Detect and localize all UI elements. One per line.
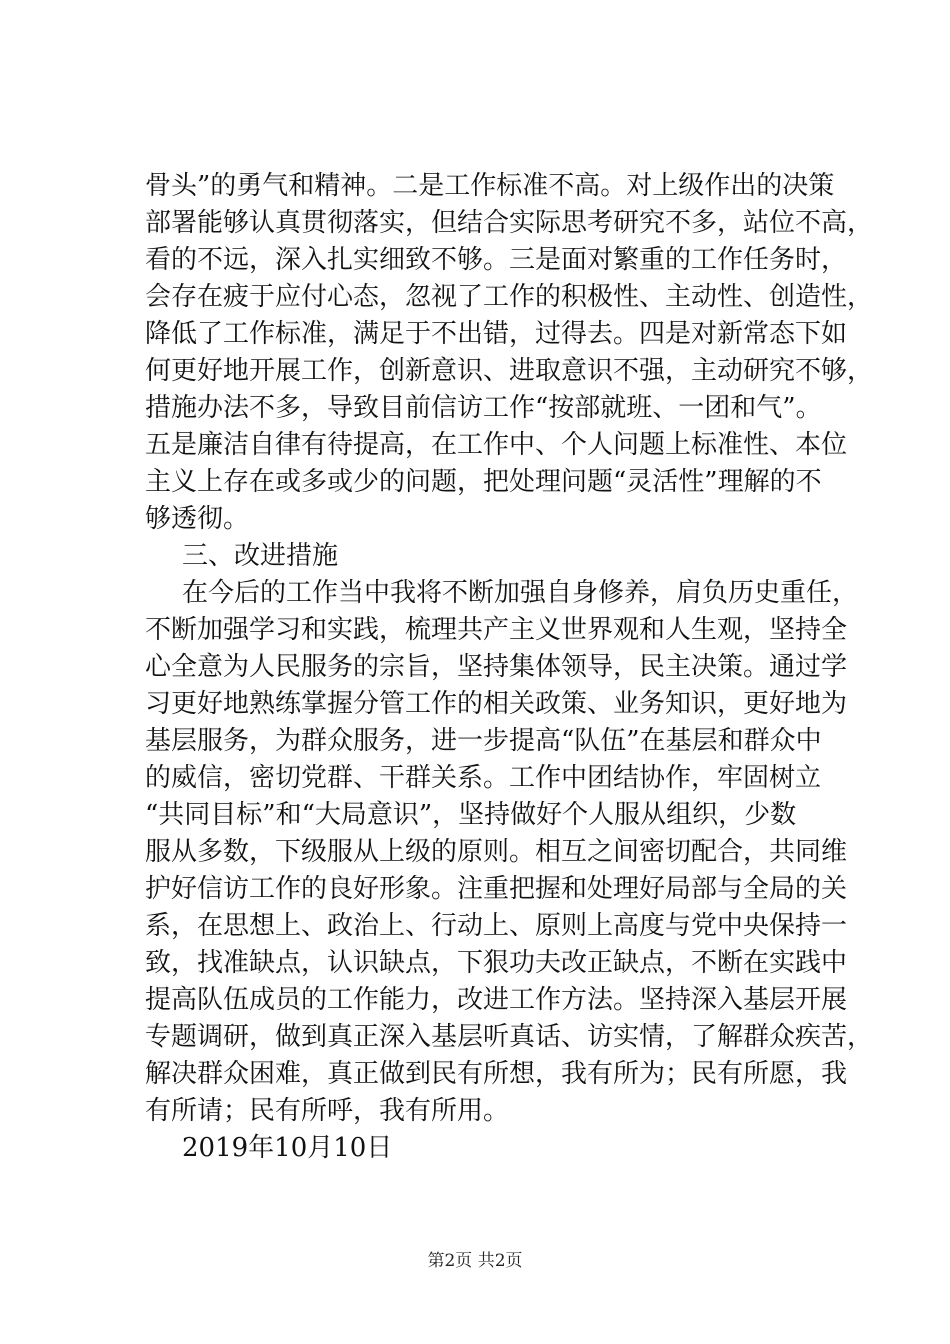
text-line: 骨头”的勇气和精神。二是工作标准不高。对上级作出的决策 (145, 171, 835, 201)
text-line: 何更好地开展工作，创新意识、进取意识不强，主动研究不够， (145, 356, 874, 386)
text-line: 心全意为人民服务的宗旨，坚持集体领导，民主决策。通过学 (145, 652, 848, 682)
text-line: 服从多数，下级服从上级的原则。相互之间密切配合，共同维 (145, 837, 848, 867)
text-line: 不断加强学习和实践，梳理共产主义世界观和人生观，坚持全 (145, 615, 848, 645)
document-date: 2019年10月10日 (182, 1133, 393, 1163)
text-line: 会存在疲于应付心态，忽视了工作的积极性、主动性、创造性， (145, 282, 874, 312)
text-line: 致，找准缺点，认识缺点，下狠功夫改正缺点，不断在实践中 (145, 948, 848, 978)
document-body (145, 168, 874, 1167)
text-line: 专题调研，做到真正深入基层听真话、访实情，了解群众疾苦， (145, 1022, 874, 1052)
text-line: 有所请；民有所呼，我有所用。 (145, 1096, 510, 1126)
text-line: 五是廉洁自律有待提高，在工作中、个人问题上标准性、本位 (145, 430, 848, 460)
text-line: 部署能够认真贯彻落实，但结合实际思考研究不多，站位不高， (145, 208, 874, 238)
text-line: “共同目标”和“大局意识”，坚持做好个人服从组织，少数 (145, 800, 797, 830)
text-line: 护好信访工作的良好形象。注重把握和处理好局部与全局的关 (145, 874, 848, 904)
text-line: 提高队伍成员的工作能力，改进工作方法。坚持深入基层开展 (145, 985, 848, 1015)
text-line: 系，在思想上、政治上、行动上、原则上高度与党中央保持一 (145, 911, 848, 941)
text-line: 基层服务，为群众服务，进一步提高“队伍”在基层和群众中 (145, 726, 822, 756)
text-line: 主义上存在或多或少的问题，把处理问题“灵活性”理解的不 (145, 467, 822, 497)
text-line: 措施办法不多，导致目前信访工作“按部就班、一团和气”。 (145, 393, 822, 423)
text-line: 习更好地熟练掌握分管工作的相关政策、业务知识，更好地为 (145, 689, 848, 719)
text-line: 解决群众困难，真正做到民有所想，我有所为；民有所愿，我 (145, 1059, 848, 1089)
page-number-footer: 第2页 共2页 (427, 1251, 523, 1271)
section-heading: 三、改进措施 (182, 541, 339, 571)
text-line: 在今后的工作当中我将不断加强自身修养，肩负历史重任， (182, 578, 859, 608)
text-line: 的威信，密切党群、干群关系。工作中团结协作，牢固树立 (145, 763, 822, 793)
text-line: 够透彻。 (145, 504, 250, 534)
text-line: 降低了工作标准，满足于不出错，过得去。四是对新常态下如 (145, 319, 848, 349)
text-line: 看的不远，深入扎实细致不够。三是面对繁重的工作任务时， (145, 245, 848, 275)
